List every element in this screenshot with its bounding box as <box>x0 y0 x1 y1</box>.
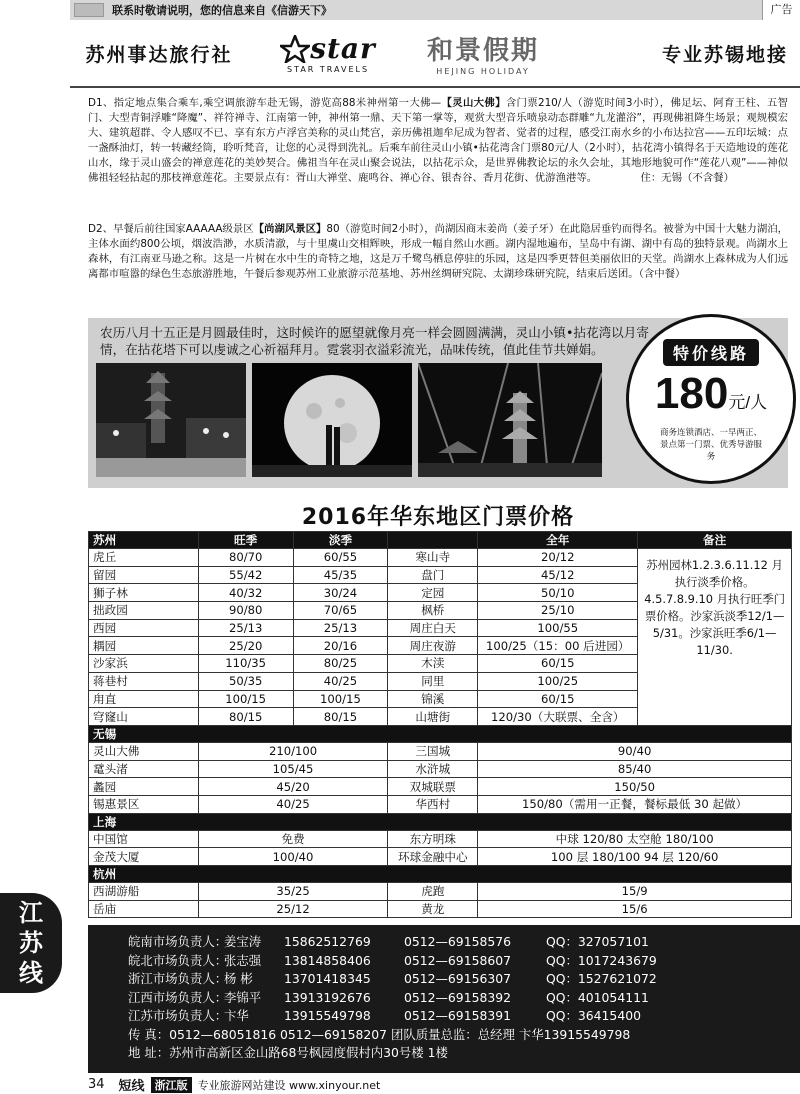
contact-tel: 0512—69158392 <box>404 989 511 1005</box>
site-name-2: 东方明珠 <box>388 830 478 848</box>
table-row <box>89 795 792 813</box>
site-name-2: 盘门 <box>388 566 478 584</box>
low-price: 80/25 <box>293 655 388 673</box>
peak-price: 110/35 <box>198 655 293 673</box>
price-2: 85/40 <box>478 760 792 778</box>
top-notice-bar <box>70 0 800 20</box>
price-amount <box>655 370 767 427</box>
table-title: 2016年华东地区门票价格 <box>301 505 575 530</box>
price-2: 150/80（需用一正餐，餐标最低 30 起做） <box>478 795 792 813</box>
site-name: 西湖游船 <box>89 883 199 901</box>
contact-role: 江苏市场负责人： <box>128 1008 228 1023</box>
website-text: 专业旅游网站建设 www.xinyour.net <box>197 1078 381 1092</box>
contact-role: 江西市场负责人： <box>128 989 228 1005</box>
price: 40/25 <box>198 795 388 813</box>
star-logo-sub: STAR TRAVELS <box>286 65 370 74</box>
site-name-2: 华西村 <box>388 795 478 813</box>
contact-mobile: 13701418345 <box>284 971 371 986</box>
peak-price: 80/70 <box>198 549 293 567</box>
site-name: 拙政园 <box>89 602 199 620</box>
price-desc: 商务连锁酒店、一早两正、景点第一门票、优秀导游服务 <box>659 428 762 462</box>
all-year-price: 20/12 <box>478 549 638 567</box>
site-name-2: 周庄白天 <box>388 619 478 637</box>
price-2: 中球 120/80 太空舱 180/100 <box>478 830 792 848</box>
header-all-year: 全年 <box>478 532 638 549</box>
header-peak: 旺季 <box>198 532 293 549</box>
site-name-2: 枫桥 <box>388 602 478 620</box>
table-row <box>89 900 792 918</box>
special-route-tag: 特价线路 <box>663 339 759 366</box>
header-region: 苏州 <box>89 532 199 549</box>
site-name-2: 木渎 <box>388 655 478 673</box>
contact-qq: QQ：1527621072 <box>546 971 657 986</box>
peak-price: 90/80 <box>198 602 293 620</box>
price-2: 150/50 <box>478 778 792 796</box>
site-name: 金茂大厦 <box>89 848 199 866</box>
low-price: 25/13 <box>293 619 388 637</box>
all-year-price: 45/12 <box>478 566 638 584</box>
header-note: 备注 <box>638 532 792 549</box>
header-blank <box>388 532 478 549</box>
price: 105/45 <box>198 760 388 778</box>
agency-name: 苏州事达旅行社 <box>85 43 233 66</box>
site-name: 中国馆 <box>89 830 199 848</box>
all-year-price: 100/25 <box>478 672 638 690</box>
all-year-price: 50/10 <box>478 584 638 602</box>
all-year-price: 120/30（大联票、全含） <box>478 708 638 726</box>
region-tab-jiangsu <box>0 893 62 993</box>
contact-tel: 0512—69158391 <box>404 1008 511 1023</box>
itinerary-day2 <box>88 222 788 282</box>
price: 25/12 <box>198 900 388 918</box>
site-name: 蒋巷村 <box>89 672 199 690</box>
price-2: 15/6 <box>478 900 792 918</box>
side-char-2: 苏 <box>19 929 43 957</box>
promo-text: 农历八月十五正是月圆最佳时，这时候许的愿望就像月亮一样会圆圆满满，灵山小镇•拈花湾以月寄情，在拈花塔下可以虔诚之心祈福拜月。霓裳羽衣溢彩流光，品味传统，值此佳节共婵娟。 <box>100 325 649 357</box>
price: 100/40 <box>198 848 388 866</box>
site-name: 西园 <box>89 619 199 637</box>
low-price: 20/16 <box>293 637 388 655</box>
peak-price: 25/20 <box>198 637 293 655</box>
brand-header <box>70 20 800 88</box>
price-unit: 元/人 <box>728 393 768 412</box>
contact-role: 皖南市场负责人： <box>128 934 228 949</box>
section-row-shanghai <box>89 813 792 830</box>
all-year-price: 60/15 <box>478 655 638 673</box>
price-2: 15/9 <box>478 883 792 901</box>
site-name: 穹窿山 <box>89 708 199 726</box>
header-low: 淡季 <box>293 532 388 549</box>
contact-name: 李锦平 <box>224 989 262 1005</box>
d2-highlight: 【尚湖风景区】 <box>253 223 327 235</box>
page-footer <box>88 1076 800 1093</box>
site-name-2: 同里 <box>388 672 478 690</box>
side-char-1: 江 <box>19 899 43 927</box>
edition-label: 浙江版 <box>151 1077 192 1093</box>
price: 35/25 <box>198 883 388 901</box>
site-name-2: 三国城 <box>388 742 478 760</box>
contact-qq: QQ：327057101 <box>546 934 649 949</box>
d1-pre: D1、指定地点集合乘车,乘空调旅游车赴无锡，游览高88米神州第一大佛— <box>88 97 442 109</box>
contact-qq: QQ：36415400 <box>546 1008 641 1023</box>
contact-row <box>128 989 800 1008</box>
d1-highlight: 【灵山大佛】 <box>441 97 506 109</box>
site-name-2: 定园 <box>388 584 478 602</box>
special-price-badge <box>626 314 796 484</box>
price: 免费 <box>198 830 388 848</box>
peak-price: 50/35 <box>198 672 293 690</box>
low-price: 70/65 <box>293 602 388 620</box>
itinerary-day1 <box>88 96 788 186</box>
low-price: 80/15 <box>293 708 388 726</box>
notice-text: 联系时敬请说明，您的信息来自《信游天下》 <box>112 4 332 17</box>
contact-name: 杨 彬 <box>224 971 253 986</box>
star-logo-text: star <box>310 32 376 65</box>
section-label: 上海 <box>89 813 792 830</box>
contact-mobile: 13913192676 <box>284 989 371 1005</box>
contact-tel: 0512—69158576 <box>404 934 511 949</box>
d1-post: 含门票210/人（游览时间3小时），佛足坛、阿育王柱、五智门、大型青铜浮雕“降魔”、祥符禅寺、江南第一钟，神州第一鼎、天下第一掌等，观赏大型音乐喷泉动态群雕“九龙灌浴”，再现佛祖降生场景；观规模宏大、建筑超群、令人感叹不已、享有东方卢浮宫美称的灵山梵宫，亲历佛祖迦牟尼成为智者、觉者的过程，感受江南水乡的小布达拉宫——五印坛城：点一盏酥油灯，转一转藏经筒，聆听梵音，让您的心灵得到洗礼。后乘车前往灵山小镇•拈花湾含门票80元/人（2小时），拈花湾小镇得名于天造地设的莲花山水，缘于灵山盛会的禅意莲花的美妙契合。佛祖当年在灵山聚会说法，以拈花示众，是世界佛教论坛的永久会址，其地形地貌可作“莲花八观”——神似佛祖轻轻拈起的那枝禅意莲花。主要景点有：胥山大禅堂、鹿鸣谷、禅心谷、银杏谷、香月花街、优游渔港等。 <box>88 97 789 184</box>
site-name-2: 双城联票 <box>388 778 478 796</box>
contact-row <box>128 933 800 952</box>
contact-mobile: 13814858406 <box>284 952 371 968</box>
fax-text: 传 真：0512—68051816 0512—69158207 团队质量总监：总经理 卞华13915549798 <box>128 1026 631 1042</box>
street-photo <box>96 363 246 477</box>
section-label: 无锡 <box>89 725 792 742</box>
site-name-2: 虎跑 <box>388 883 478 901</box>
table-header <box>89 532 792 549</box>
price-2: 90/40 <box>478 742 792 760</box>
hejing-logo-text: 和景假期 <box>426 36 539 66</box>
table-row <box>89 549 792 567</box>
site-name: 鼋头渚 <box>89 760 199 778</box>
all-year-price: 60/15 <box>478 690 638 708</box>
contact-qq: QQ：401054111 <box>546 989 649 1005</box>
ad-label: 广告 <box>762 0 800 20</box>
site-name: 蠡园 <box>89 778 199 796</box>
site-name: 耦园 <box>89 637 199 655</box>
address-line <box>128 1044 800 1063</box>
section-label: 杭州 <box>89 866 792 883</box>
star-travels-logo <box>248 28 408 78</box>
contact-row <box>128 970 800 989</box>
site-name: 岳庙 <box>89 900 199 918</box>
table-row <box>89 883 792 901</box>
site-name: 灵山大佛 <box>89 742 199 760</box>
price-2: 100 层 180/100 94 层 120/60 <box>478 848 792 866</box>
promo-banner <box>88 318 788 488</box>
address-text: 地 址：苏州市高新区金山路68号枫园度假村内30号楼 1楼 <box>128 1045 448 1060</box>
contact-row <box>128 1007 800 1026</box>
d2-pre: D2、早餐后前往国家AAAAA级景区 <box>88 223 254 235</box>
price: 45/20 <box>198 778 388 796</box>
table-row <box>89 760 792 778</box>
site-name-2: 黄龙 <box>388 900 478 918</box>
peak-price: 55/42 <box>198 566 293 584</box>
all-year-price: 25/10 <box>478 602 638 620</box>
table-row <box>89 742 792 760</box>
site-name: 虎丘 <box>89 549 199 567</box>
table-row <box>89 848 792 866</box>
d2-post: 80（游览时间2小时），尚湖因商末姜尚（姜子牙）在此隐居垂钓而得名。被誉为中国十大魅力湖泊，主体水面约800公顷，烟波浩渺，水质清澈，与十里虞山交相辉映，形成一幅自然山水画。湖内湿地遍布，呈岛中有湖、湖中有岛的独特景观。尚湖水上森林，有江南亚马逊之称。这是一片树在水中生的奇特之地，这是万千鹭鸟栖息停驻的乐园，这是四季更替但美丽依旧的天堂。尚湖水上森林成为人们远离都市喧嚣的绿色生态旅游胜地，午餐后参观苏州工业旅游示范基地、苏州丝绸研究院、太湖珍珠研究院，结束后送团。（含中餐） <box>88 223 788 280</box>
peak-price: 40/32 <box>198 584 293 602</box>
site-name-2: 锦溪 <box>388 690 478 708</box>
low-price: 40/25 <box>293 672 388 690</box>
site-name-2: 水浒城 <box>388 760 478 778</box>
publisher-logo <box>74 3 104 17</box>
contact-tel: 0512—69156307 <box>404 971 511 986</box>
all-year-price: 100/55 <box>478 619 638 637</box>
slogan: 专业苏锡地接 <box>661 43 788 66</box>
section-row-wuxi <box>89 725 792 742</box>
site-name-2: 环球金融中心 <box>388 848 478 866</box>
contact-qq: QQ：1017243679 <box>546 952 657 968</box>
fax-line <box>128 1026 800 1045</box>
hejing-logo <box>408 30 558 76</box>
contact-name: 卞华 <box>224 1008 249 1023</box>
site-name: 狮子林 <box>89 584 199 602</box>
contact-name: 姜宝涛 <box>224 934 262 949</box>
low-price: 60/55 <box>293 549 388 567</box>
site-name-2: 寒山寺 <box>388 549 478 567</box>
contact-role: 浙江市场负责人： <box>128 971 228 986</box>
pagoda-photo <box>418 363 602 477</box>
section-name: 短线 <box>118 1079 145 1094</box>
hejing-logo-sub: HEJING HOLIDAY <box>436 67 530 76</box>
d1-stay: 住：无锡（不含餐） <box>640 172 734 184</box>
contact-name: 张志强 <box>224 952 262 968</box>
contact-mobile: 15862512769 <box>284 934 371 949</box>
contacts-panel <box>88 925 800 1073</box>
ticket-price-table <box>88 531 792 918</box>
site-name: 沙家浜 <box>89 655 199 673</box>
low-price: 100/15 <box>293 690 388 708</box>
side-char-3: 线 <box>19 959 43 987</box>
moon-photo <box>252 363 412 477</box>
site-name-2: 山塘街 <box>388 708 478 726</box>
site-name: 留园 <box>89 566 199 584</box>
peak-price: 25/13 <box>198 619 293 637</box>
contact-row <box>128 952 800 971</box>
contact-mobile: 13915549798 <box>284 1008 371 1023</box>
peak-price: 80/15 <box>198 708 293 726</box>
site-name: 锡惠景区 <box>89 795 199 813</box>
site-name: 甪直 <box>89 690 199 708</box>
all-year-price: 100/25（15：00 后进园） <box>478 637 638 655</box>
table-row <box>89 778 792 796</box>
price: 210/100 <box>198 742 388 760</box>
star-icon <box>280 35 310 63</box>
price-value: 180 <box>654 369 729 418</box>
contact-role: 皖北市场负责人： <box>128 952 228 968</box>
peak-price: 100/15 <box>198 690 293 708</box>
site-name-2: 周庄夜游 <box>388 637 478 655</box>
section-row-hangzhou <box>89 866 792 883</box>
low-price: 30/24 <box>293 584 388 602</box>
table-row <box>89 830 792 848</box>
suzhou-note: 苏州园林1.2.3.6.11.12 月执行淡季价格。4.5.7.8.9.10 月执行旺季门票价格。沙家浜淡季12/1—5/31。沙家浜旺季6/1—11/30. <box>638 549 792 726</box>
page-number: 34 <box>88 1077 105 1092</box>
contact-tel: 0512—69158607 <box>404 952 511 968</box>
low-price: 45/35 <box>293 566 388 584</box>
